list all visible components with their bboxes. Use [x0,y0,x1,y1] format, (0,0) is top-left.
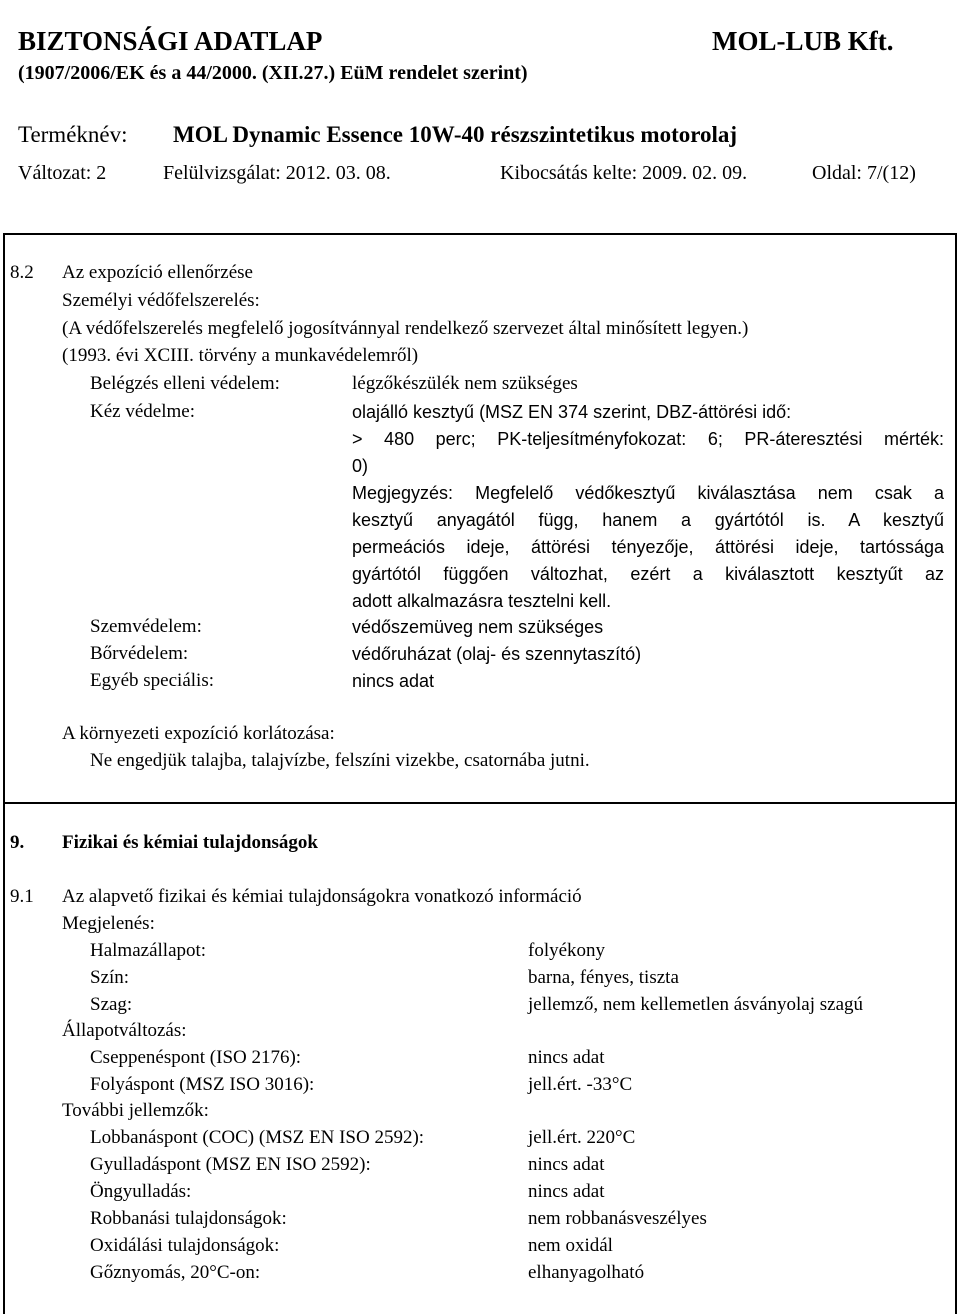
other-special-value: nincs adat [352,671,435,691]
ppe-law-reference: (1993. évi XCIII. törvény a munkavédelemről) [62,345,419,366]
appearance-heading: Megjelenés: [62,913,155,934]
further-properties-heading: További jellemzők: [62,1100,209,1121]
respiratory-label: Belégzés elleni védelem: [90,373,280,394]
issue-date: Kibocsátás kelte: 2009. 02. 09. [500,162,748,184]
self-ignition-label: Öngyulladás: [90,1181,192,1202]
environmental-exposure-title: A környezeti expozíció korlátozása: [62,723,335,744]
vapor-pressure-label: Gőznyomás, 20°C-on: [90,1262,261,1283]
company-name: MOL-LUB Kft. [712,26,894,56]
color-label: Szín: [90,967,130,988]
frame-left-rule [3,234,5,1314]
explosive-properties-label: Robbanási tulajdonságok: [90,1208,287,1229]
document-title: BIZTONSÁGI ADATLAP [18,26,323,56]
explosive-properties-value: nem robbanásveszélyes [528,1208,707,1229]
skin-protection-label: Bőrvédelem: [90,643,189,664]
eye-protection-value: védőszemüveg nem szükséges [352,617,604,637]
product-label: Terméknév: [18,122,128,147]
dropping-point-value: nincs adat [528,1047,605,1068]
section-9-1-title: Az alapvető fizikai és kémiai tulajdonságokra vonatkozó információ [62,886,582,907]
glove-note-line: permeációs ideje, áttörési tényezője, áttörési ideje, tartóssága [352,537,944,557]
odor-label: Szag: [90,994,133,1015]
state-change-heading: Állapotváltozás: [62,1020,187,1041]
ignition-point-label: Gyulladáspont (MSZ EN ISO 2592): [90,1154,371,1175]
flash-point-value: jell.ért. 220°C [528,1127,636,1148]
hand-protection-line: 0) [352,456,369,476]
environmental-exposure-text: Ne engedjük talajba, talajvízbe, felszíni vizekbe, csatornába jutni. [90,750,590,771]
oxidizing-properties-label: Oxidálási tulajdonságok: [90,1235,280,1256]
revision-date: Felülvizsgálat: 2012. 03. 08. [163,162,391,184]
pour-point-label: Folyáspont (MSZ ISO 3016): [90,1074,315,1095]
pour-point-value: jell.ért. -33°C [528,1074,633,1095]
color-value: barna, fényes, tiszta [528,967,679,988]
section-divider [3,802,957,804]
ppe-title: Személyi védőfelszerelés: [62,290,260,311]
skin-protection-value: védőruházat (olaj- és szennytaszító) [352,644,642,664]
ignition-point-value: nincs adat [528,1154,605,1175]
version: Változat: 2 [18,162,107,184]
vapor-pressure-value: elhanyagolható [528,1262,645,1283]
section-9-1-number: 9.1 [10,886,34,907]
product-name: MOL Dynamic Essence 10W-40 részszintetikus motorolaj [173,122,738,147]
hand-protection-line: olajálló kesztyű (MSZ EN 374 szerint, DBZ-áttörési idő: [352,402,792,422]
glove-note-line: gyártótól függően változhat, ezért a kiválasztott kesztyűt az [352,564,944,584]
frame-top-rule [3,233,957,235]
eye-protection-label: Szemvédelem: [90,616,202,637]
respiratory-value: légzőkészülék nem szükséges [352,373,578,394]
frame-right-rule [955,234,957,1314]
oxidizing-properties-value: nem oxidál [528,1235,613,1256]
odor-value: jellemző, nem kellemetlen ásványolaj szagú [528,994,864,1015]
regulation-reference: (1907/2006/EK és a 44/2000. (XII.27.) EüM rendelet szerint) [18,62,528,84]
other-special-label: Egyéb speciális: [90,670,214,691]
state-label: Halmazállapot: [90,940,207,961]
dropping-point-label: Cseppenéspont (ISO 2176): [90,1047,302,1068]
glove-note-line: adott alkalmazásra tesztelni kell. [352,591,612,611]
hand-protection-label: Kéz védelme: [90,401,195,422]
flash-point-label: Lobbanáspont (COC) (MSZ EN ISO 2592): [90,1127,425,1148]
ppe-note: (A védőfelszerelés megfelelő jogosítvánnyal rendelkező szervezet által minősített legyen.) [62,318,749,339]
self-ignition-value: nincs adat [528,1181,605,1202]
glove-note-line: Megjegyzés: Megfelelő védőkesztyű kiválasztása nem csak a [352,483,944,503]
glove-note-line: kesztyű anyagától függ, hanem a gyártótól is. A kesztyű [352,510,944,530]
section-9-number: 9. [10,832,25,853]
section-8-2-number: 8.2 [10,262,34,283]
hand-protection-line: > 480 perc; PK-teljesítményfokozat: 6; PR-áteresztési mérték: [352,429,944,449]
section-8-2-title: Az expozíció ellenőrzése [62,262,253,283]
state-value: folyékony [528,940,606,961]
section-9-title: Fizikai és kémiai tulajdonságok [62,832,318,853]
page-number: Oldal: 7/(12) [812,162,916,184]
